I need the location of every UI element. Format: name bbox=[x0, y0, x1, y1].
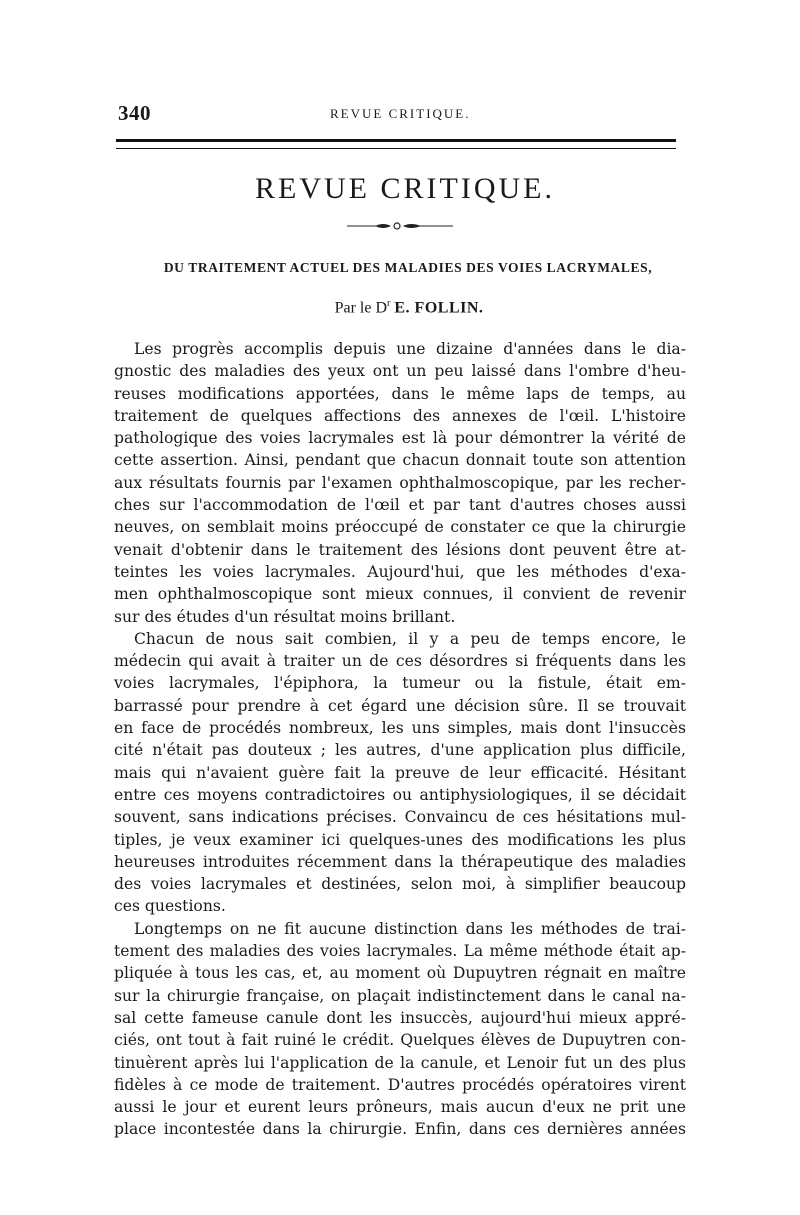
text-line: cité n'était pas douteux ; les autres, d'une application plus difficile, bbox=[114, 741, 686, 760]
running-title: REVUE CRITIQUE. bbox=[330, 106, 471, 121]
text-line: pathologique des voies lacrymales est là pour démontrer la vérité de bbox=[114, 429, 686, 448]
running-head bbox=[118, 100, 678, 126]
text-line: voies lacrymales, l'épiphora, la tumeur ou la fistule, était em- bbox=[114, 674, 686, 693]
text-line: ciés, ont tout à fait ruiné le crédit. Quelques élèves de Dupuytren con- bbox=[114, 1031, 686, 1050]
article-subtitle: DU TRAITEMENT ACTUEL DES MALADIES DES VOIES LACRYMALES, bbox=[163, 260, 653, 275]
text-line: aux résultats fournis par l'examen ophthalmoscopique, par les recher- bbox=[114, 473, 686, 492]
text-line: en face de procédés nombreux, les uns simples, mais dont l'insuccès bbox=[114, 719, 686, 738]
header-double-rule bbox=[116, 139, 676, 149]
text-line: mais qui n'avaient guère fait la preuve de leur efficacité. Hésitant bbox=[114, 763, 686, 782]
text-line: tement des maladies des voies lacrymales. La même méthode était ap- bbox=[114, 942, 686, 961]
text-line: Chacun de nous sait combien, il y a peu de temps encore, le bbox=[134, 629, 686, 648]
text-line: venait d'obtenir dans le traitement des lésions dont peuvent être at- bbox=[114, 540, 686, 559]
text-line: traitement de quelques affections des annexes de l'œil. L'histoire bbox=[114, 406, 686, 425]
text-line: cette assertion. Ainsi, pendant que chacun donnait toute son attention bbox=[114, 451, 686, 470]
text-line: reuses modifications apportées, dans le même laps de temps, au bbox=[114, 384, 686, 403]
text-line: sur la chirurgie française, on plaçait indistinctement dans le canal na- bbox=[114, 986, 686, 1005]
byline bbox=[0, 293, 800, 319]
page-number: 340 bbox=[118, 101, 151, 125]
text-line: place incontestée dans la chirurgie. Enfin, dans ces dernières années bbox=[114, 1120, 686, 1139]
text-line: ces questions. bbox=[114, 897, 226, 916]
text-line: médecin qui avait à traiter un de ces désordres si fréquents dans les bbox=[114, 652, 686, 671]
text-line: pliquée à tous les cas, et, au moment où Dupuytren régnait en maître bbox=[114, 964, 686, 983]
text-line: men ophthalmoscopique sont mieux connues, il convient de revenir bbox=[114, 585, 686, 604]
text-line: Les progrès accomplis depuis une dizaine d'années dans le dia- bbox=[134, 340, 686, 358]
text-line: souvent, sans indications précises. Convaincu de ces hésitations mul- bbox=[114, 808, 686, 827]
byline-sup: r bbox=[387, 298, 391, 309]
text-line: sal cette fameuse canule dont les insuccès, aujourd'hui mieux appré- bbox=[114, 1008, 686, 1027]
text-line: tinuèrent après lui l'application de la canule, et Lenoir fut un des plus bbox=[114, 1053, 686, 1072]
text-line: ches sur l'accommodation de l'œil et par tant d'autres choses aussi bbox=[114, 496, 686, 515]
text-line: barrassé pour prendre à cet égard une décision sûre. Il se trouvait bbox=[114, 696, 686, 715]
text-line: gnostic des maladies des yeux ont un peu laissé dans l'ombre d'heu- bbox=[114, 362, 686, 381]
text-line: sur des études d'un résultat moins brillant. bbox=[114, 607, 456, 626]
text-line: tiples, je veux examiner ici quelques-unes des modifications les plus bbox=[114, 830, 686, 849]
byline-prefix: Par le D bbox=[334, 299, 388, 317]
text-line: fidèles à ce mode de traitement. D'autres procédés opératoires virent bbox=[114, 1075, 686, 1094]
text-line: neuves, on semblait moins préoccupé de constater ce que la chirurgie bbox=[114, 518, 686, 537]
text-line: teintes les voies lacrymales. Aujourd'hui, que les méthodes d'exa- bbox=[114, 562, 686, 581]
author-name: E. FOLLIN. bbox=[394, 299, 484, 317]
ornament-divider bbox=[345, 216, 455, 236]
article-title: REVUE CRITIQUE. bbox=[255, 172, 555, 205]
text-line: entre ces moyens contradictoires ou antiphysiologiques, il se décidait bbox=[114, 785, 686, 804]
text-line: aussi le jour et eurent leurs prôneurs, mais aucun d'eux ne prit une bbox=[114, 1098, 686, 1117]
text-line: Longtemps on ne fit aucune distinction dans les méthodes de trai- bbox=[134, 919, 686, 938]
text-line: des voies lacrymales et destinées, selon moi, à simplifier beaucoup bbox=[114, 875, 686, 894]
text-line: heureuses introduites récemment dans la thérapeutique des maladies bbox=[114, 852, 686, 871]
body-text bbox=[114, 338, 686, 1141]
